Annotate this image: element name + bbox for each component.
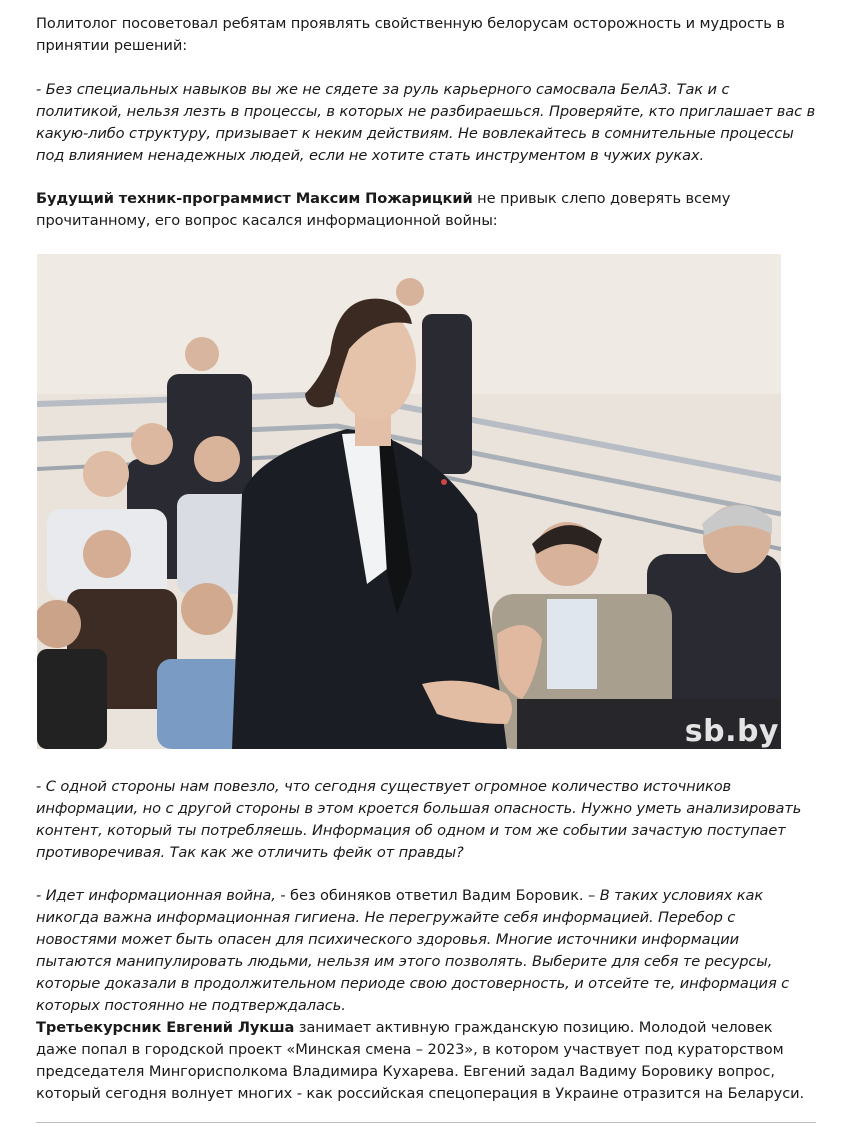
photo-watermark: sb.by (684, 714, 779, 749)
paragraph-intro-text: Политолог посоветовал ребятам проявлять свойственную белорусам осторожность и мудрость в принятии решений: (36, 15, 785, 54)
paragraph-intro (36, 13, 816, 57)
paragraph-pozharitsky (36, 188, 816, 232)
paragraph-luksha-text: занимает активную гражданскую позицию. Молодой человек даже попал в городской проект «Минская смена – 2023», в котором участвует под кураторством председателя Мингорисполкома Владимира Кухарева. Евгений задал Вадиму Боровику вопрос, который сегодня волнует многих - как российская спецоперация в Украине отразится на Беларуси. (36, 1019, 805, 1102)
paragraph-borovik-answer (36, 885, 816, 1017)
photo-illustration (37, 254, 781, 749)
attribution-borovik: - без обиняков ответил Вадим Боровик. – (275, 887, 600, 904)
quote-borovik-rest: В таких условиях как никогда важна информационная гигиена. Не перегружайте себя информацией. Перебор с новостями может быть опасен для психического здоровья. Многие источники информации пытаются манипулировать людьми, нельзя им этого позволять. Выберите для себя те ресурсы, которые доказали в продолжительном периоде свою достоверность, и отсейте те, информация с которых постоянно не подтверждалась. (36, 887, 790, 1014)
speaker-name-luksha: Третьекурсник Евгений Лукша (36, 1019, 295, 1036)
speaker-name-pozharitsky: Будущий техник-программист Максим Пожарицкий (36, 190, 473, 207)
quote-pozharitsky-text: - С одной стороны нам повезло, что сегодня существует огромное количество источников информации, но с другой стороны в этом кроется большая опасность. Нужно уметь анализировать контент, который ты потребляешь. Информация об одном и том же событии зачастую поступает противоречивая. Так как же отличить фейк от правды? (36, 778, 802, 861)
paragraph-pozharitsky-text: не привык слепо доверять всему прочитанному, его вопрос касался информационной войны: (36, 190, 731, 229)
bottom-divider (36, 1122, 816, 1123)
quote-borovik-belaz (36, 79, 816, 167)
paragraph-luksha (36, 1017, 816, 1105)
quote-pozharitsky (36, 776, 816, 864)
article-photo (37, 254, 781, 749)
quote-belaz-text: - Без специальных навыков вы же не сядете за руль карьерного самосвала БелАЗ. Так и с политикой, нельзя лезть в процессы, в которых не разбираешься. Проверяйте, кто приглашает вас в какую-либо структуру, призывает к неким действиям. Не вовлекайтесь в сомнительные процессы под влиянием ненадежных людей, если не хотите стать инструментом в чужих руках. (36, 81, 816, 164)
quote-borovik-start: - Идет информационная война, (36, 887, 276, 904)
